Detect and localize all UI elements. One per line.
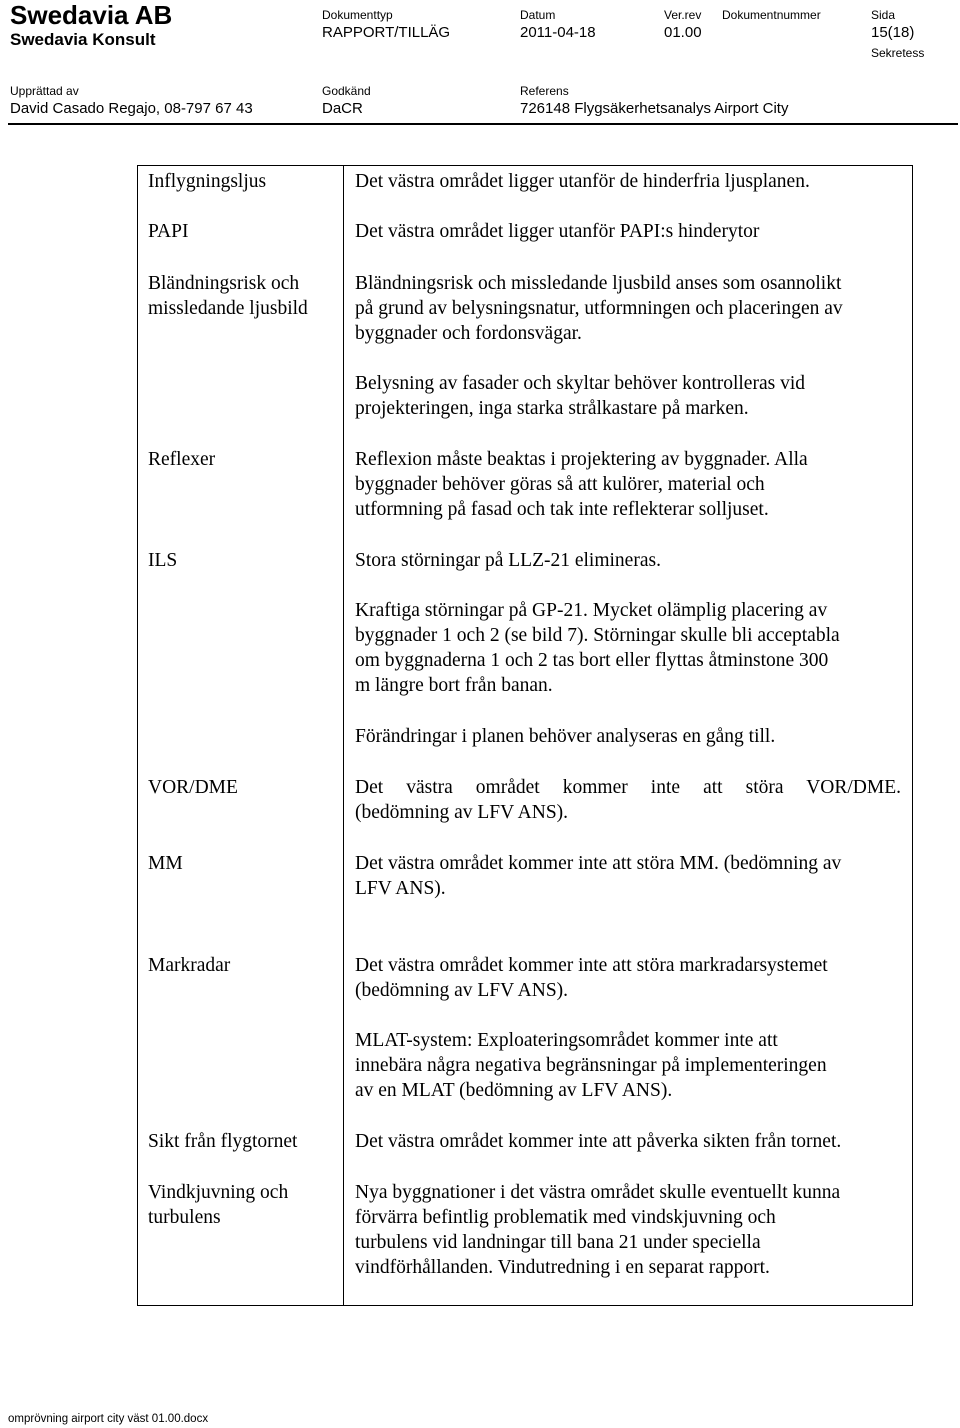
row-label-vindkjuvning-line1: Vindkjuvning och xyxy=(148,1182,289,1203)
reference-label: Referens xyxy=(520,84,569,98)
row-label-ils: ILS xyxy=(148,550,178,571)
text-line: av en MLAT (bedömning av LFV ANS). xyxy=(355,1080,673,1101)
doc-type-label: Dokumenttyp xyxy=(322,8,393,22)
text-line: Reflexion måste beaktas i projektering av byggnader. Alla xyxy=(355,449,808,470)
text-line: byggnader och fordonsvägar. xyxy=(355,323,582,344)
row-label-vor-dme: VOR/DME xyxy=(148,777,238,798)
text-line: vindförhållanden. Vindutredning i en separat rapport. xyxy=(355,1257,770,1278)
doc-type-value: RAPPORT/TILLÄG xyxy=(322,24,451,41)
text-line: (bedömning av LFV ANS). xyxy=(355,802,569,823)
table-column-divider xyxy=(343,165,344,1306)
text-line: förvärra befintlig problematik med vindskjuvning och xyxy=(355,1207,776,1228)
approved-label: Godkänd xyxy=(322,84,371,98)
text-line: (bedömning av LFV ANS). xyxy=(355,980,569,1001)
row-label-blandningsrisk-line2: missledande ljusbild xyxy=(148,298,308,319)
header-divider xyxy=(8,123,958,125)
document-number-label: Dokumentnummer xyxy=(722,8,821,22)
row-label-markradar: Markradar xyxy=(148,955,231,976)
revision-label: Ver.rev xyxy=(664,8,702,22)
text-line: byggnader 1 och 2 (se bild 7). Störningar skulle bli acceptabla xyxy=(355,625,840,646)
department-name: Swedavia Konsult xyxy=(10,30,156,49)
secrecy-label: Sekretess xyxy=(871,46,925,60)
revision-value: 01.00 xyxy=(664,24,702,41)
text-line: m längre bort från banan. xyxy=(355,675,553,696)
text-line: Det västra området kommer inte att påverka sikten från tornet. xyxy=(355,1131,842,1152)
text-line: Belysning av fasader och skyltar behöver kontrolleras vid xyxy=(355,373,805,394)
page-value: 15(18) xyxy=(871,24,915,41)
date-value: 2011-04-18 xyxy=(520,24,596,41)
row-label-mm: MM xyxy=(148,853,183,874)
text-line: Bländningsrisk och missledande ljusbild anses som osannolikt xyxy=(355,273,842,294)
text-line: MLAT-system: Exploateringsområdet kommer inte att xyxy=(355,1030,778,1051)
company-name: Swedavia AB xyxy=(10,0,173,30)
text-line: innebära några negativa begränsningar på implementeringen xyxy=(355,1055,827,1076)
author-value: David Casado Regajo, 08-797 67 43 xyxy=(10,100,253,117)
row-label-papi: PAPI xyxy=(148,221,189,242)
author-label: Upprättad av xyxy=(10,84,79,98)
text-line: Stora störningar på LLZ-21 elimineras. xyxy=(355,550,661,571)
document-header xyxy=(0,0,960,126)
reference-value: 726148 Flygsäkerhetsanalys Airport City xyxy=(520,100,789,117)
text-line: Förändringar i planen behöver analyseras en gång till. xyxy=(355,726,776,747)
text-line: LFV ANS). xyxy=(355,878,446,899)
text-line: projekteringen, inga starka strålkastare på marken. xyxy=(355,398,749,419)
page-label: Sida xyxy=(871,8,896,22)
text-line: Det västra området ligger utanför de hinderfria ljusplanen. xyxy=(355,171,810,192)
text-line: Det västra området kommer inte att störa MM. (bedömning av xyxy=(355,853,842,874)
text-line: Det västra området ligger utanför PAPI:s hinderytor xyxy=(355,221,760,242)
row-label-sikt-fran-flygtornet: Sikt från flygtornet xyxy=(148,1131,298,1152)
text-line: Nya byggnationer i det västra området skulle eventuellt kunna xyxy=(355,1182,841,1203)
footer-filename: omprövning airport city väst 01.00.docx xyxy=(8,1413,209,1425)
text-line: Det västra området kommer inte att störa markradarsystemet xyxy=(355,955,828,976)
text-line: utformning på fasad och tak inte reflekterar solljuset. xyxy=(355,499,769,520)
date-label: Datum xyxy=(520,8,556,22)
text-line: turbulens vid landningar till bana 21 under speciella xyxy=(355,1232,761,1253)
row-label-inflygningsljus: Inflygningsljus xyxy=(148,171,267,192)
row-label-reflexer: Reflexer xyxy=(148,449,216,470)
text-line: Det västra området kommer inte att störa VOR/DME. xyxy=(355,777,901,798)
row-label-vindkjuvning-line2: turbulens xyxy=(148,1207,221,1228)
row-label-blandningsrisk-line1: Bländningsrisk och xyxy=(148,273,300,294)
text-line: på grund av belysningsnatur, utformningen och placeringen av xyxy=(355,298,843,319)
text-line: om byggnaderna 1 och 2 tas bort eller flyttas åtminstone 300 xyxy=(355,650,829,671)
text-line: byggnader behöver göras så att kulörer, material och xyxy=(355,474,765,495)
text-line: Kraftiga störningar på GP-21. Mycket olämplig placering av xyxy=(355,600,828,621)
approved-value: DaCR xyxy=(322,100,363,117)
